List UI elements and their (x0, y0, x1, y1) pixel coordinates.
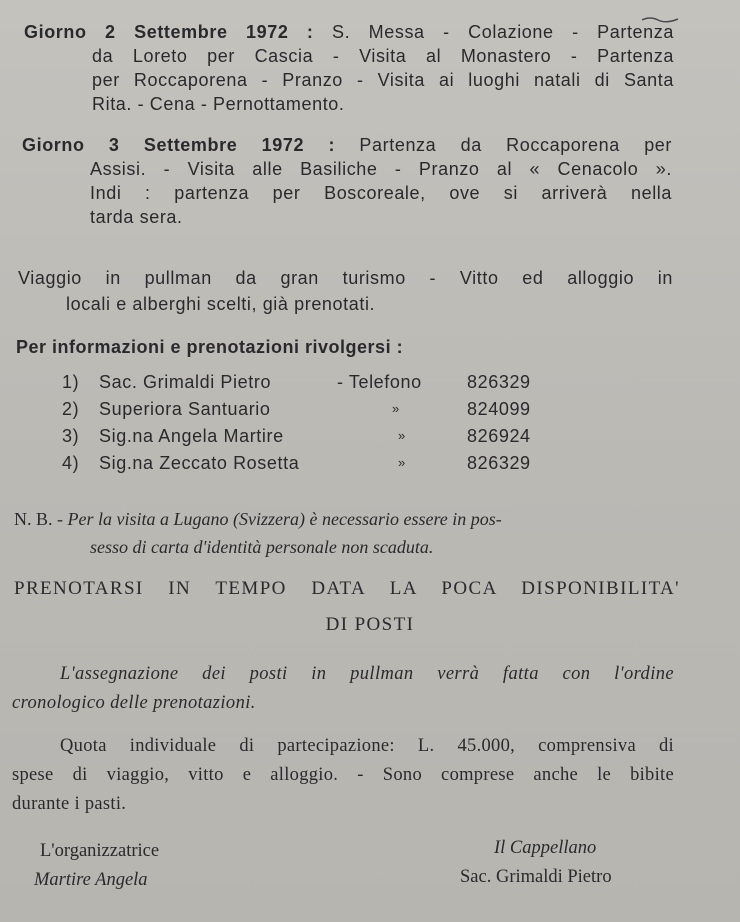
nb-line: Per la visita a Lugano (Svizzera) è necessario essere in pos- (67, 509, 502, 529)
nota-bene (14, 505, 704, 561)
day2-line: tarda sera. (90, 207, 183, 227)
day1-itinerary (24, 20, 674, 116)
contact-separator: » (398, 428, 406, 443)
contact-name: Superiora Santuario (99, 399, 271, 419)
contact-phone: 826329 (467, 453, 531, 473)
booking-warning: DI POSTI (325, 614, 415, 635)
contact-number: 3) (62, 426, 80, 446)
travel-line: Viaggio in pullman da gran turismo - Vitto ed alloggio in (18, 268, 673, 288)
contact-separator: » (392, 401, 400, 416)
contact-row (62, 396, 542, 422)
contact-separator: » (398, 455, 406, 470)
signature-name: Martire Angela (34, 870, 148, 890)
quota-line: spese di viaggio, vitto e alloggio. - Sono comprese anche le bibite (12, 765, 674, 785)
signature-role: L'organizzatrice (40, 841, 160, 861)
contact-name: Sig.na Zeccato Rosetta (99, 453, 300, 473)
contact-phone: 826329 (467, 372, 531, 392)
contact-name: Sig.na Angela Martire (99, 426, 284, 446)
signature-organizer (34, 837, 159, 895)
day1-label: Giorno 2 Settembre 1972 : (24, 22, 314, 42)
nb-prefix: N. B. - (14, 509, 63, 529)
quota-line: Quota individuale di partecipazione: L. 45.000, comprensiva di (60, 736, 674, 756)
travel-info (18, 265, 673, 317)
seat-assignment-note (12, 660, 674, 718)
day1-line: per Roccaporena - Pranzo - Visita ai luoghi natali di Santa (92, 70, 674, 90)
signature-role: Il Cappellano (494, 838, 597, 858)
day2-line: Assisi. - Visita alle Basiliche - Pranzo al « Cenacolo ». (90, 159, 672, 179)
day2-line: Partenza da Roccaporena per (359, 135, 673, 155)
contact-row (62, 369, 542, 395)
contact-separator: - Telefono (337, 372, 422, 392)
assignment-line: cronologico delle prenotazioni. (12, 693, 256, 713)
contact-number: 2) (62, 399, 80, 419)
assignment-line: L'assegnazione dei posti in pullman verrà fatta con l'ordine (60, 664, 674, 684)
travel-line: locali e alberghi scelti, già prenotati. (66, 294, 376, 314)
day2-itinerary (22, 133, 672, 229)
signature-name: Sac. Grimaldi Pietro (460, 867, 612, 887)
contact-name: Sac. Grimaldi Pietro (99, 372, 272, 392)
quota-note (12, 732, 674, 819)
day2-label: Giorno 3 Settembre 1972 : (22, 135, 336, 155)
day2-line: Indi : partenza per Boscoreale, ove si arriverà nella (90, 183, 672, 203)
nb-line: sesso di carta d'identità personale non scaduta. (90, 537, 434, 557)
day1-line: S. Messa - Colazione - Partenza (331, 22, 674, 42)
quota-line: durante i pasti. (12, 794, 127, 814)
contact-phone: 826924 (467, 426, 531, 446)
contact-number: 1) (62, 372, 80, 392)
contact-row (62, 450, 542, 476)
contact-number: 4) (62, 453, 80, 473)
booking-warning: PRENOTARSI IN TEMPO DATA LA POCA DISPONIBILITA' (14, 578, 680, 599)
day1-line: da Loreto per Cascia - Visita al Monastero - Partenza (92, 46, 674, 66)
signature-chaplain (460, 834, 612, 892)
day1-line: Rita. - Cena - Pernottamento. (92, 94, 345, 114)
contact-phone: 824099 (467, 399, 531, 419)
info-title: Per informazioni e prenotazioni rivolgersi : (16, 337, 404, 357)
contact-row (62, 423, 542, 449)
